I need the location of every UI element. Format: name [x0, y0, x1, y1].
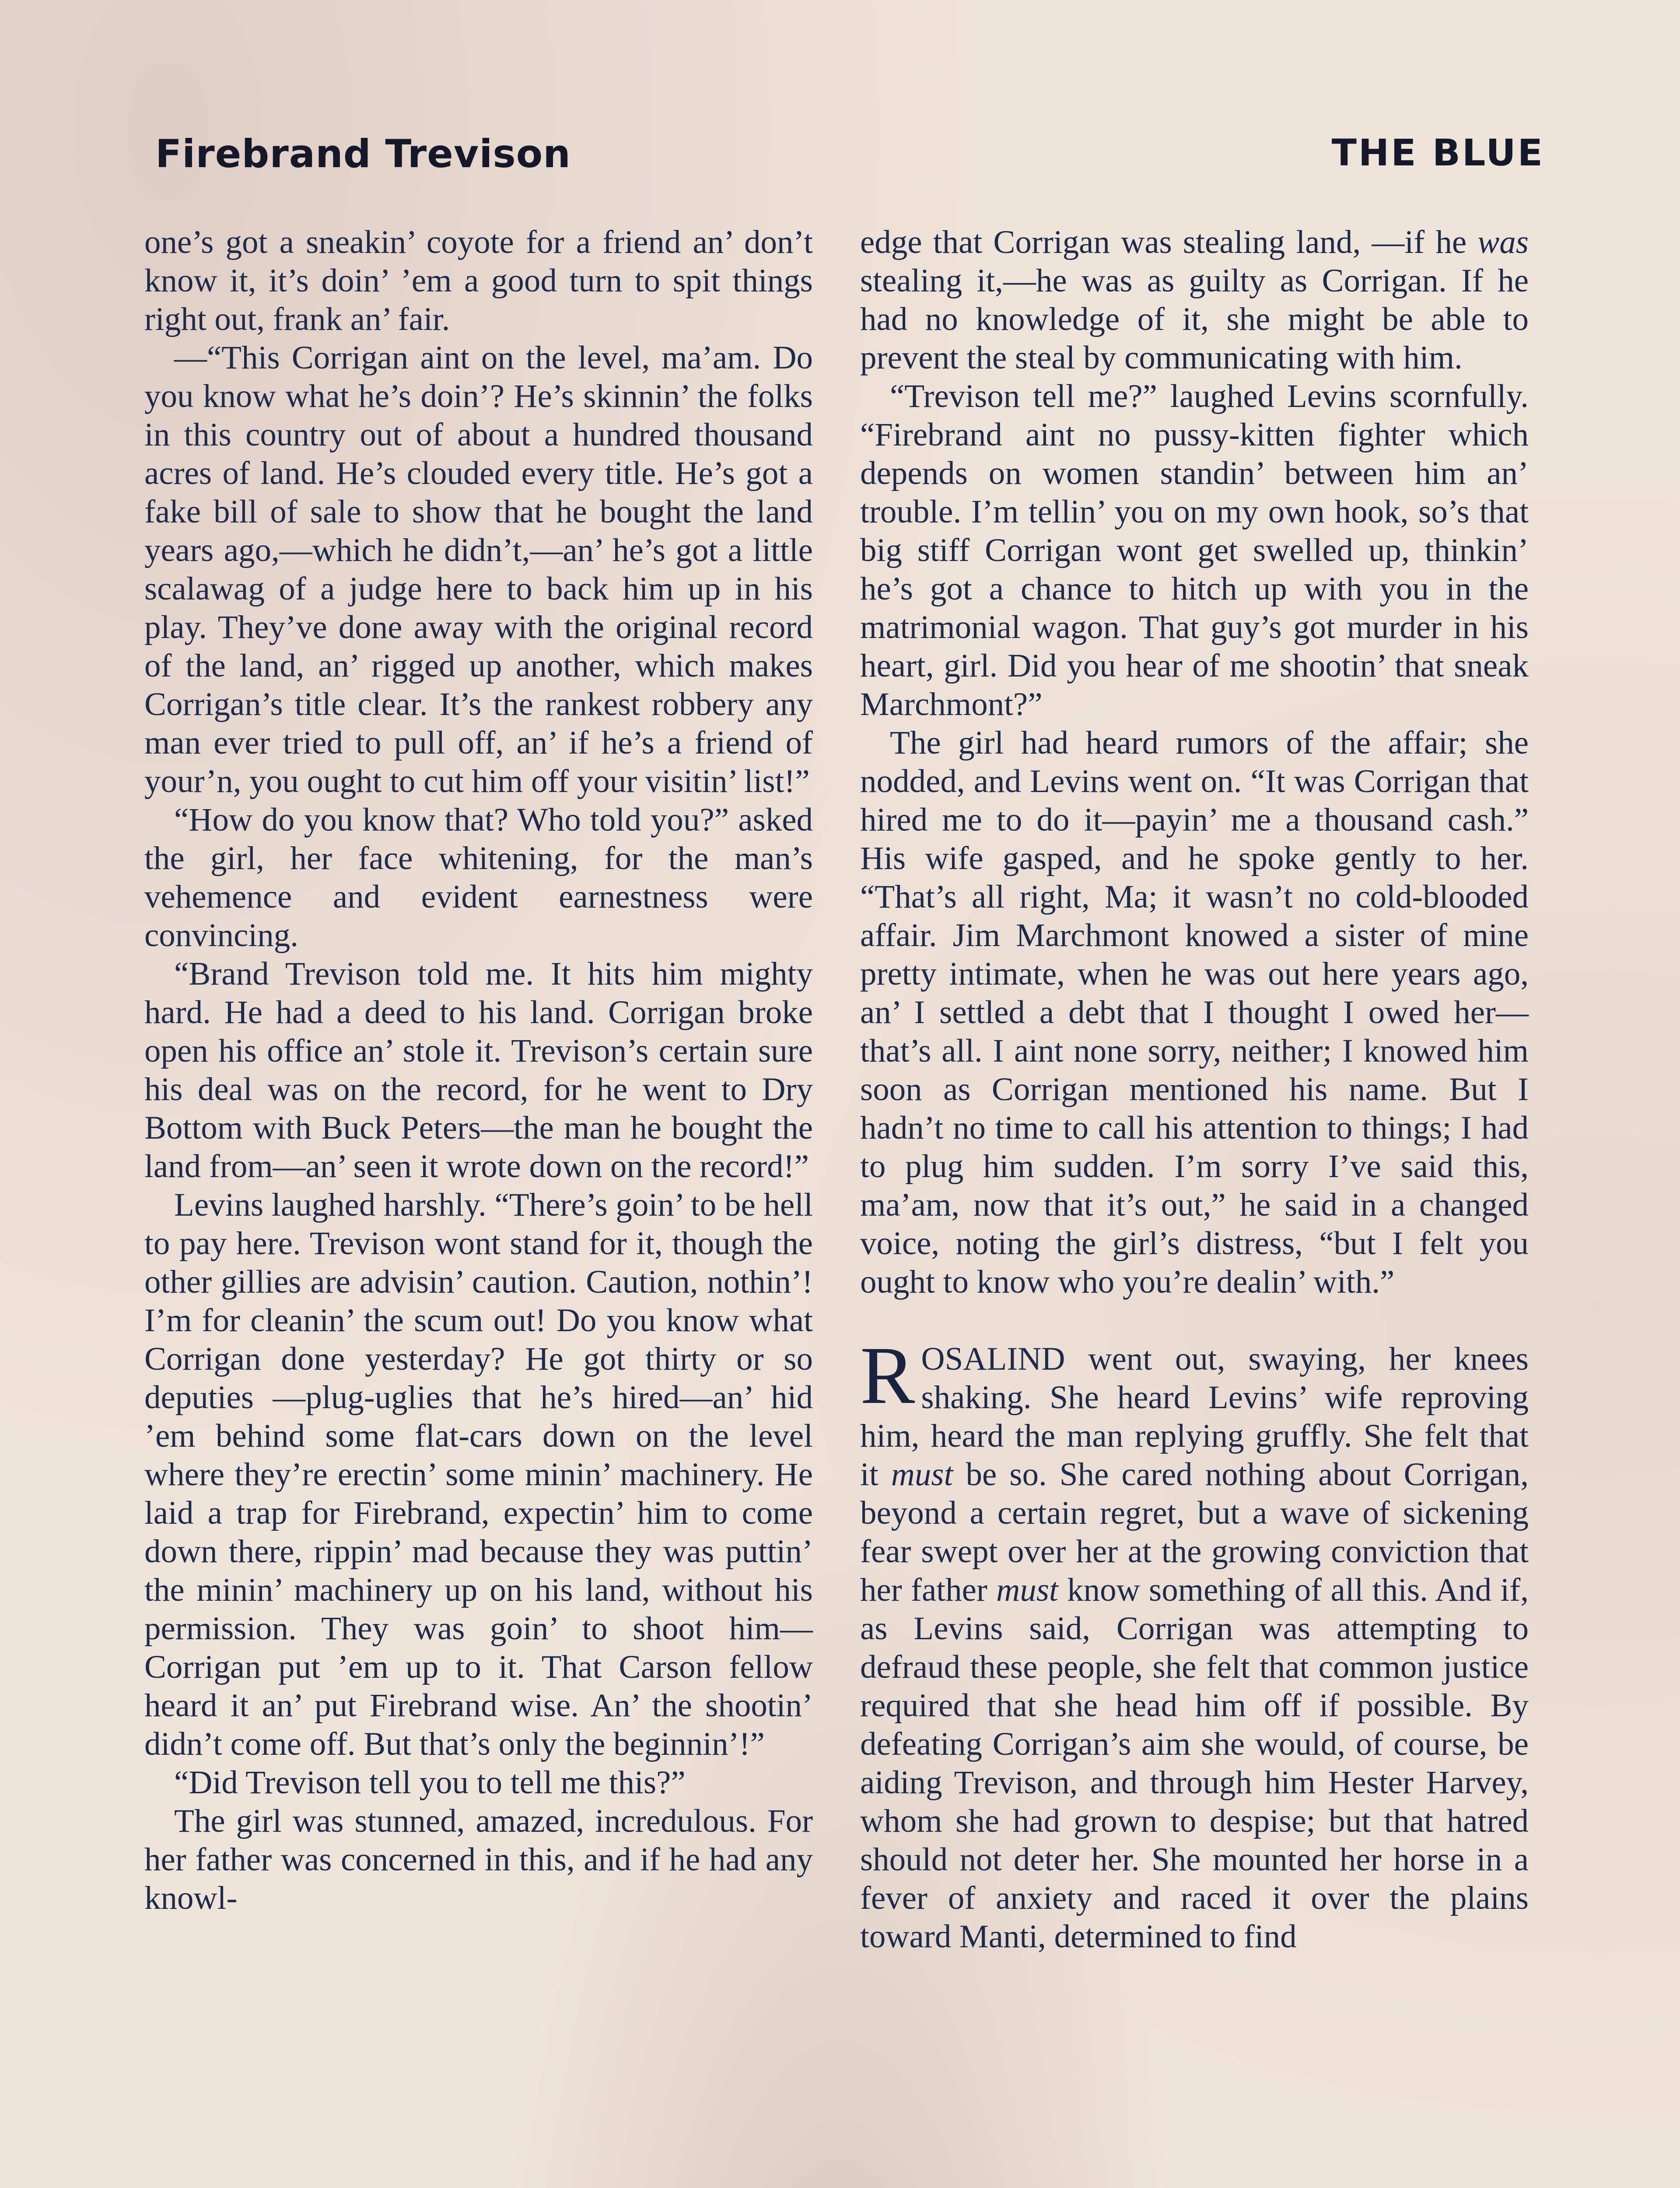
- paragraph: —“This Corrigan aint on the level, ma’am. Do you know what he’s doin’? He’s skinnin’ the folks in this country out of about a hundred thousand acres of land. He’s clouded every title. He’s got a fake bill of sale to show that he bought the land years ago,—which he didn’t,—an’ he’s got a little scalawag of a judge here to back him up in his play. They’ve done away with the original record of the land, an’ rigged up another, which makes Corrigan’s title clear. It’s the rankest robbery any man ever tried to pull off, an’ if he’s a friend of your’n, you ought to cut him off your visitin’ list!”: [144, 340, 813, 799]
- paragraph: Levins laughed harshly. “There’s goin’ to be hell to pay here. Trevison wont stand for it, though the other gillies are advisin’ caution. Caution, nothin’! I’m for cleanin’ the scum out! Do you know what Corrigan done yesterday? He got thirty or so deputies —plug-uglies that he’s hired—an’ hid ’em behind some flat-cars down on the level where they’re erectin’ some minin’ machinery. He laid a trap for Firebrand, expectin’ him to come down there, rippin’ mad because they was puttin’ the minin’ machinery up on his land, without his permission. They was goin’ to shoot him—Corrigan put ’em up to it. That Carson fellow heard it an’ put Firebrand wise. An’ the shootin’ didn’t come off. But that’s only the beginnin’!”: [144, 1187, 813, 1762]
- paragraph: “Did Trevison tell you to tell me this?”: [174, 1764, 686, 1801]
- running-head-magazine: THE BLUE: [1331, 131, 1544, 174]
- emphasis: was: [1477, 224, 1529, 260]
- text-run: OSALIND went out, swaying, her knees shaking. She heard Levins’ wife reproving him, heard the man replying gruffly. She felt that it: [860, 1341, 1529, 1493]
- emphasis: must: [891, 1456, 953, 1493]
- paragraph: one’s got a sneakin’ coyote for a friend an’ don’t know it, it’s doin’ ’em a good turn to spit things right out, frank an’ fair.: [144, 224, 813, 337]
- paragraph: The girl was stunned, amazed, incredulous. For her father was concerned in this, and if he had any knowl-: [144, 1803, 813, 1916]
- section-opening-paragraph: [860, 1329, 1529, 1956]
- paragraph: The girl had heard rumors of the affair; she nodded, and Levins went on. “It was Corrigan that hired me to do it—payin’ me a thousand cash.” His wife gasped, and he spoke gently to her. “That’s all right, Ma; it wasn’t no cold-blooded affair. Jim Marchmont knowed a sister of mine pretty intimate, when he was out here years ago, an’ I settled a debt that I thought I owed her—that’s all. I aint none sorry, neither; I knowed him soon as Corrigan mentioned his name. But I hadn’t no time to call his attention to things; I had to plug him sudden. I’m sorry I’ve said this, ma’am, now that it’s out,” he said in a changed voice, noting the girl’s distress, “but I felt you ought to know who you’re dealin’ with.”: [860, 725, 1529, 1300]
- text-run: stealing it,—he was as guilty as Corrigan. If he had no knowledge of it, she might be able to prevent the steal by communicating with him.: [860, 263, 1529, 376]
- text-run: be so. She cared nothing about Corrigan, beyond a certain regret, but a wave of sickening fear swept over her at the growing conviction that her father: [860, 1456, 1529, 1608]
- text-run: know something of all this. And if, as Levins said, Corrigan was attempting to defraud these people, she felt that common justice required that she head him off if possible. By defeating Corrigan’s aim she would, of course, be aiding Trevison, and through him Hester Harvey, whom she had grown to despise; but that hatred should not deter her. She mounted her horse in a fever of anxiety and raced it over the plains toward Manti, determined to find: [860, 1572, 1529, 1955]
- drop-cap: R: [860, 1329, 915, 1421]
- paragraph: “Brand Trevison told me. It hits him mighty hard. He had a deed to his land. Corrigan broke open his office an’ stole it. Trevison’s certain sure his deal was on the record, for he went to Dry Bottom with Buck Peters—the man he bought the land from—an’ seen it wrote down on the record!”: [144, 956, 813, 1185]
- paragraph: “How do you know that? Who told you?” asked the girl, her face whitening, for the man’s vehemence and evident earnestness were convincing.: [144, 802, 813, 954]
- emphasis: must: [996, 1572, 1058, 1608]
- running-head-title: Firebrand Trevison: [155, 131, 571, 176]
- paragraph: “Trevison tell me?” laughed Levins scornfully. “Firebrand aint no pussy-kitten fighter which depends on women standin’ between him an’ trouble. I’m tellin’ you on my own hook, so’s that big stiff Corrigan wont get swelled up, thinkin’ he’s got a chance to hitch up with you in the matrimonial wagon. That guy’s got murder in his heart, girl. Did you hear of me shootin’ that sneak Marchmont?”: [860, 378, 1529, 722]
- paragraph: [860, 223, 1529, 377]
- right-column: [860, 223, 1529, 1956]
- text-run: edge that Corrigan was stealing land, —if he: [860, 224, 1478, 260]
- left-column: [144, 223, 813, 1918]
